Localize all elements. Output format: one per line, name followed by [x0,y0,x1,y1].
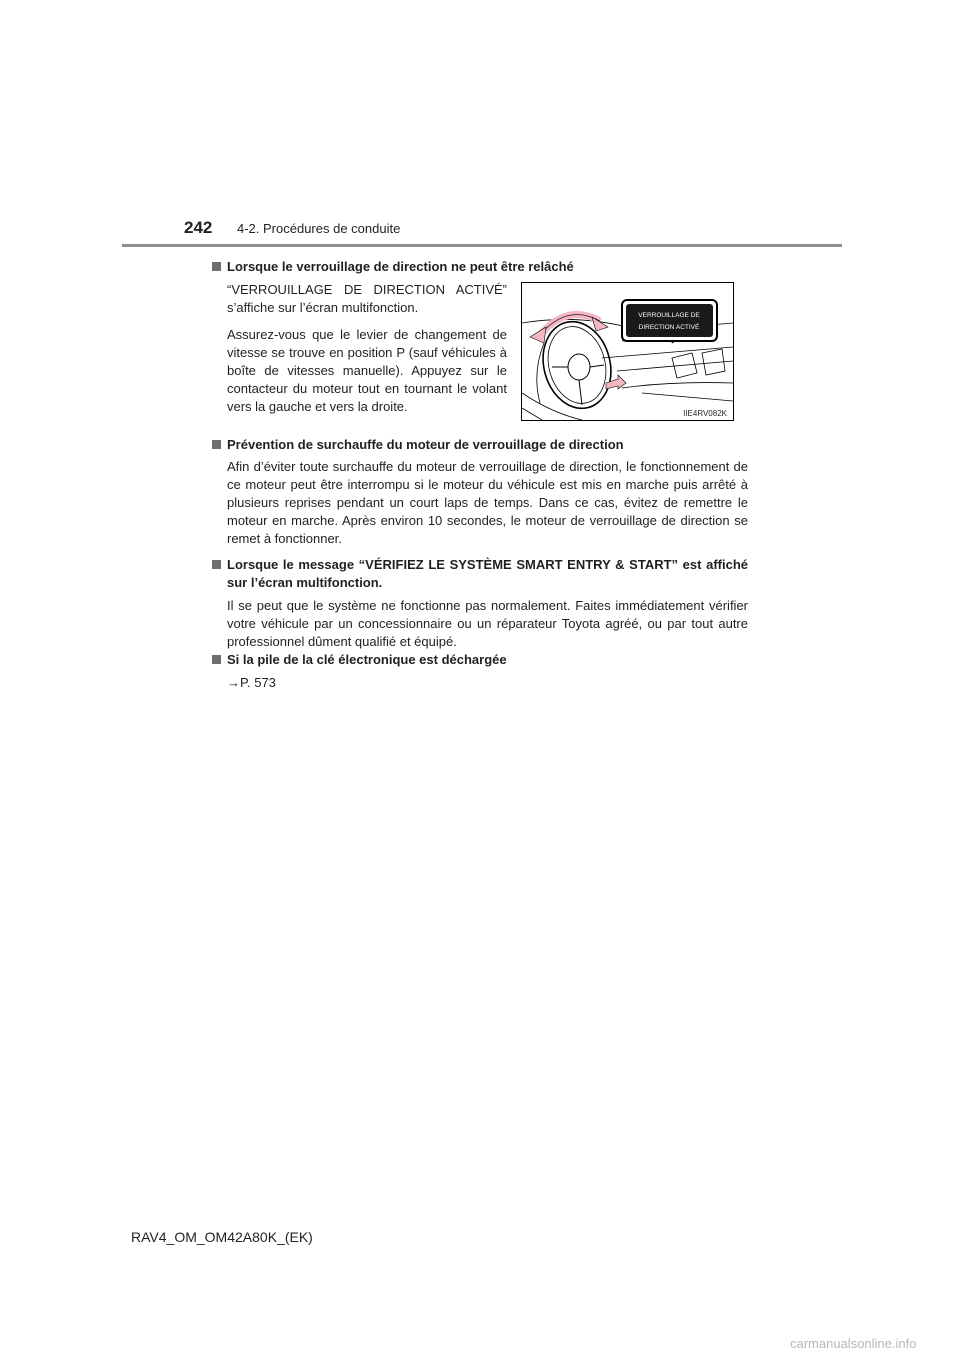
heading-text: Prévention de surchauffe du moteur de verrouillage de direction [227,437,624,452]
section-steering-lock-body [227,281,507,425]
heading-text: Lorsque le message “VÉRIFIEZ LE SYSTÈME SMART ENTRY & START” est affiché sur l’écran multifonction. [227,557,748,590]
square-bullet-icon [212,262,221,271]
section-overheat-prevention [212,436,748,548]
header-divider [122,244,842,247]
heading-text: Lorsque le verrouillage de direction ne peut être relâché [227,259,574,274]
display-line-2: DIRECTION ACTIVÉ [638,324,700,331]
square-bullet-icon [212,440,221,449]
footer-document-code: RAV4_OM_OM42A80K_(EK) [131,1229,313,1245]
section-heading [212,436,748,454]
paragraph: “VERROUILLAGE DE DIRECTION ACTIVÉ” s’affiche sur l’écran multifonction. [227,282,507,315]
steering-wheel-illustration [521,282,734,421]
steering-wheel-drawing [522,283,733,420]
watermark: carmanualsonline.info [790,1336,917,1351]
display-line-1: VERROUILLAGE DE [638,312,700,319]
section-check-system-message [212,556,748,651]
figure-code: IIE4RV082K [683,409,727,418]
section-heading [212,556,748,592]
paragraph: Il se peut que le système ne fonctionne pas normalement. Faites immédiatement vérifier votre véhicule par un concessionnaire ou un réparateur Toyota agréé, ou par tout autre professionnel dûment qualifié et équipé. [227,598,748,649]
section-key-battery [212,651,748,692]
section-steering-lock [212,258,748,276]
page-number: 242 [184,218,213,237]
section-title: 4-2. Procédures de conduite [237,221,401,236]
square-bullet-icon [212,560,221,569]
page-reference-link[interactable]: →P. 573 [227,675,276,690]
section-heading [212,651,748,669]
paragraph: Assurez-vous que le levier de changement de vitesse se trouve en position P (sauf véhicules à boîte de vitesses manuelle). Appuyez sur le contacteur du moteur tout en tournant le volant vers la gauche et vers la droite. [227,327,507,414]
paragraph: Afin d’éviter toute surchauffe du moteur de verrouillage de direction, le fonctionnement de ce moteur peut être interrompu si le moteur du véhicule est mis en marche puis arrêté à plusieurs reprises pendant un court laps de temps. Dans ce cas, évitez de remettre le moteur en marche. Après environ 10 secondes, le moteur de verrouillage de direction se remet à fonctionner. [227,459,748,546]
heading-text: Si la pile de la clé électronique est déchargée [227,652,507,667]
section-heading [212,258,748,276]
square-bullet-icon [212,655,221,664]
